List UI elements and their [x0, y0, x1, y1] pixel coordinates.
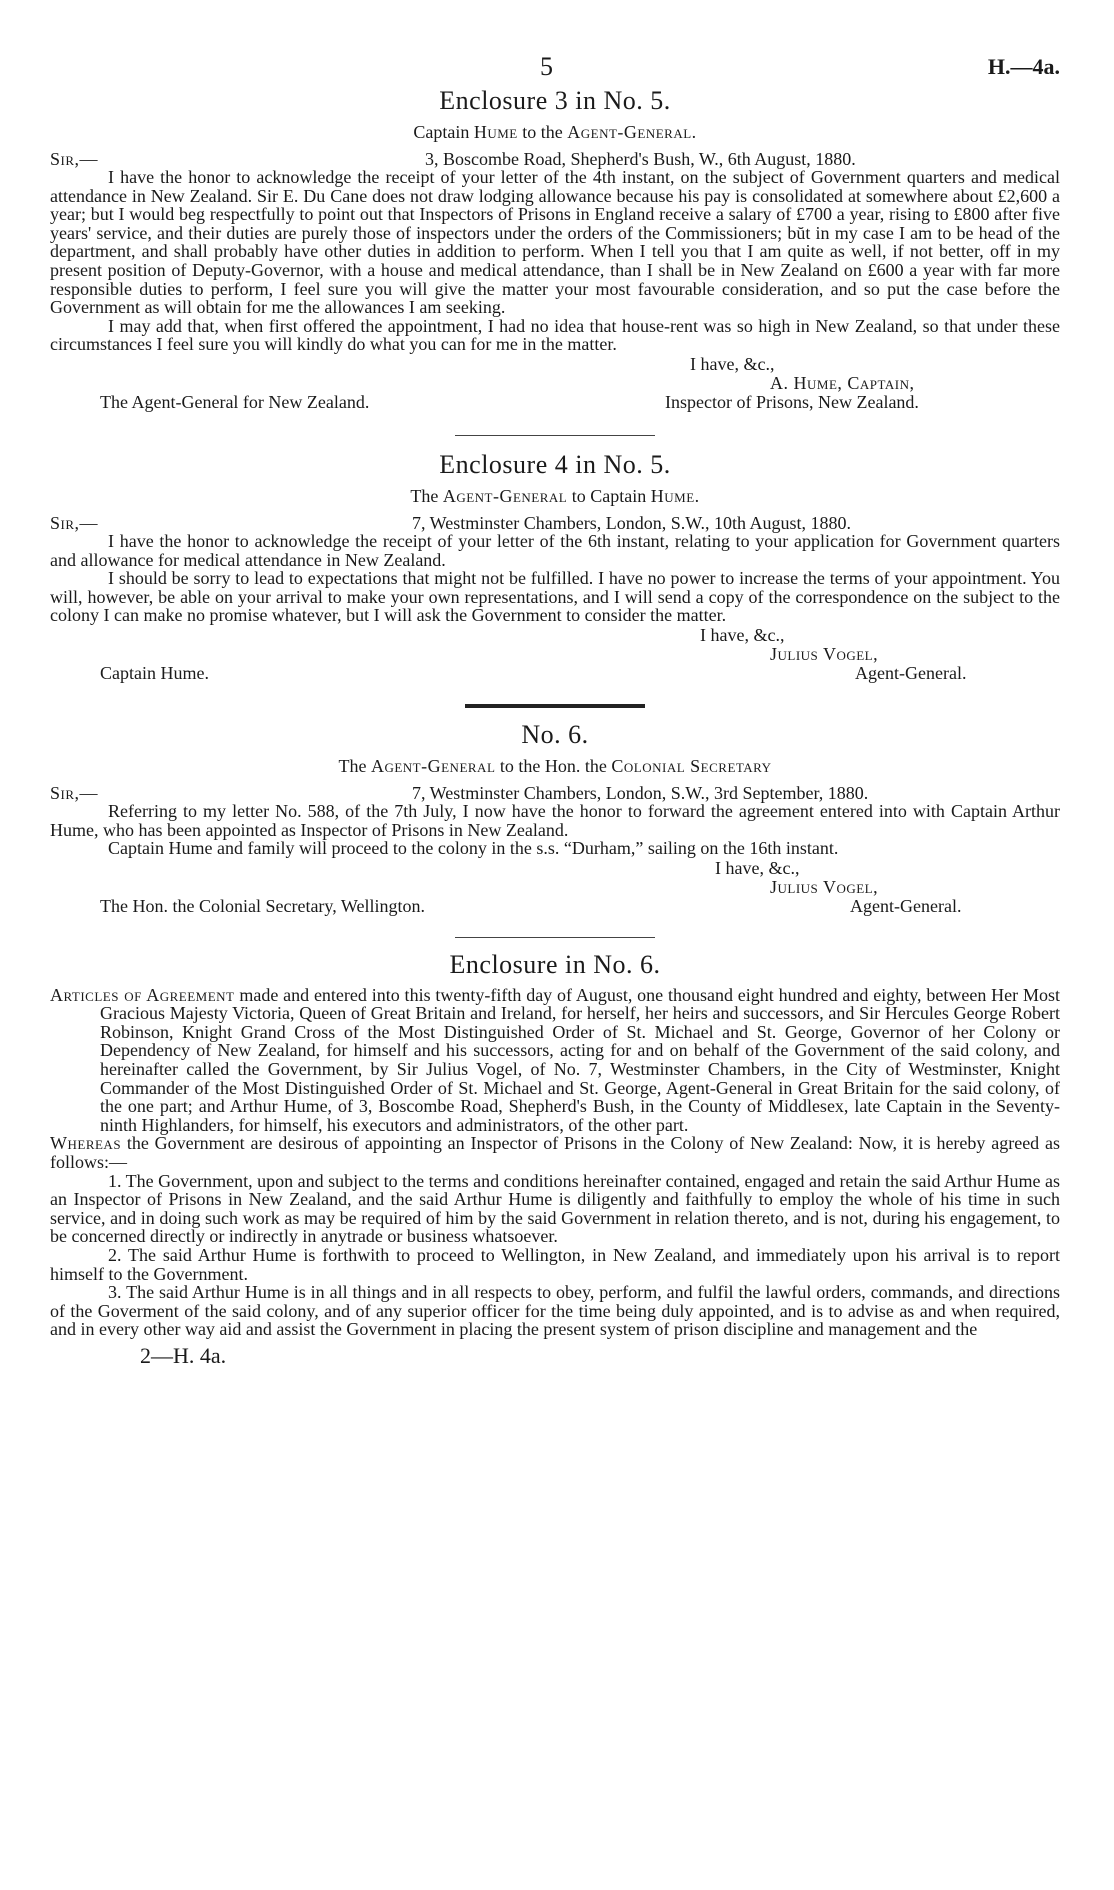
letter-paragraph: Referring to my letter No. 588, of the 7th July, I now have the honor to forward the agreement entered into with Captain Arthur Hume, who has been appointed as Inspector of Prisons in New Zealand. — [50, 800, 1060, 840]
signature-row — [50, 644, 1060, 663]
salutation-row — [50, 149, 1060, 168]
letter-paragraph: Captain Hume and family will proceed to the colony in the s.s. “Durham,” sailing on the 16th instant. — [108, 838, 839, 859]
section-divider — [455, 435, 655, 436]
addressee: The Agent-General for New Zealand. — [100, 391, 370, 412]
addressee: The Hon. the Colonial Secretary, Wellington. — [100, 895, 425, 916]
letter-paragraph: I have the honor to acknowledge the receipt of your letter of the 4th instant, on the subject of Government quarters and medical attendance in New Zealand. Sir E. Du Cane does not draw lodging allowance because his pay is consolidated at somewhere about £2,600 a year; but I would beg respectfully to point out that Inspectors of Prisons in England receive a salary of £700 a year, rising to £800 after five years' service, and their duties are purely those of inspectors under the orders of the Commissioners; bŭt in my case I am to be head of the department, and shall probably have other duties in addition to perform. When I tell you that I am quite as well, if not better, off in my present position of Deputy-Governor, with a house and medical attendance, than I shall be in New Zealand on £600 a year with far more responsible duties to perform, I feel sure you will give the matter your most favourable consideration, and so put the case before the Government as will obtain for me the allowances I am seeking. — [50, 167, 1060, 318]
signature-name: A. Hume, Captain, — [770, 372, 915, 393]
whereas-paragraph — [50, 1134, 1060, 1171]
signature-footer: 2—H. 4a. — [140, 1342, 227, 1368]
document-page — [50, 42, 1060, 1369]
clause-1: 1. The Government, upon and subject to the terms and conditions hereinafter contained, engaged and retain the said Arthur Hume as an Inspector of Prisons in New Zealand, and the said Arthur Hume is diligently and faithfully to employ the whole of his time in such service, and in doing such work as may be required of him by the said Government in relation thereto, and is not, during his engagement, to be concerned directly or indirectly in anytrade or business whatsoever. — [50, 1170, 1060, 1247]
articles-lead: Articles of Agreement — [50, 984, 235, 1005]
subtitle-from: The — [338, 755, 367, 776]
letter-paragraph: I should be sorry to lead to expectations that might not be fulfilled. I have no power to increase the terms of your appointment. You will, however, be able on your arrival to make your own representations, and I will send a copy of the correspondence on the subject to the colony I can make no promise whatever, but I will ask the Government to consider the matter. — [50, 568, 1060, 626]
enclosure-no-6 — [50, 950, 1060, 1339]
subtitle-to-name: Hume. — [650, 485, 700, 506]
sender-address: 7, Westminster Chambers, London, S.W., 3rd September, 1880. — [412, 782, 869, 803]
addressee-row — [50, 663, 1060, 682]
no-6 — [50, 720, 1060, 915]
enclosure-4-title: Enclosure 4 in No. 5. — [439, 449, 671, 479]
enclosure-3-title: Enclosure 3 in No. 5. — [439, 86, 671, 115]
clause-3: 3. The said Arthur Hume is in all things and in all respects to obey, perform, and fulfil the lawful orders, commands, and directions of the Goverment of the said colony, and of any superior officer for the time being duly appointed, and is to advise as and when required, and in every other way aid and assist the Government in placing the present system of prison discipline and management and the — [50, 1282, 1060, 1340]
subtitle-to-name: Agent-General. — [567, 122, 697, 142]
salutation: Sir,— — [50, 782, 99, 803]
letter-paragraph: I may add that, when first offered the appointment, I had no idea that house-rent was so high in New Zealand, so that under these circumstances I feel sure you will kindly do what you can for me in the matter. — [50, 315, 1060, 355]
letter-paragraph: I have the honor to acknowledge the receipt of your letter of the 6th instant, relating to your application for Government quarters and allowance for medical attendance in New Zealand. — [50, 530, 1060, 570]
section-divider — [455, 937, 655, 938]
enclosure-4-subtitle — [50, 486, 1060, 507]
subtitle-to: to Captain — [571, 485, 647, 506]
addressee-row — [50, 392, 1060, 411]
signature-name: Julius Vogel, — [770, 876, 879, 897]
whereas-text: the Government are desirous of appointing an Inspector of Prisons in the Colony of New Zealand: Now, it is hereby agreed as follows:— — [50, 1133, 1060, 1173]
subtitle-to: to the Hon. the — [499, 755, 607, 776]
subtitle-from-name: Hume — [473, 122, 518, 142]
closing: I have, &c., — [715, 857, 800, 878]
enclosure-4 — [50, 450, 1060, 682]
enclosure-3 — [50, 86, 1060, 411]
salutation-row — [50, 783, 1060, 802]
signature-row — [50, 877, 1060, 896]
articles-text: made and entered into this twenty-fifth day of August, one thousand eight hundred and eighty, between Her Most Gracious Majesty Victoria, Queen of Great Britain and Ireland, for herself, her heirs and successors, and Sir Hercules George Robert Robinson, Knight Grand Cross of the Most Distinguished Order of St. Michael and St. George, Governor of her Colony or Dependency of New Zealand, for himself and his successors, acting for and on behalf of the Government of the said colony, and hereinafter called the Government, by Sir Julius Vogel, of No. 7, Westminster Chambers, in the City of Westminster, Knight Commander of the Most Distinguished Order of St. Michael and St. George, Agent-General in Great Britain for the said colony, of the one part; and Arthur Hume, of 3, Boscombe Road, Shepherd's Bush, in the County of Middlesex, late Captain in the Seventy-ninth Highlanders, for himself, his executors and administrators, of the other part. — [100, 984, 1060, 1135]
salutation: Sir,— — [50, 149, 99, 169]
sender-address: 7, Westminster Chambers, London, S.W., 10th August, 1880. — [412, 512, 852, 533]
subtitle-from-name: Agent-General — [370, 755, 496, 776]
enclosure-3-subtitle — [50, 122, 1060, 143]
signature-title: Inspector of Prisons, New Zealand. — [665, 391, 919, 412]
signature-row — [50, 373, 1060, 392]
signature-title: Agent-General. — [850, 895, 962, 916]
closing-row — [50, 858, 1060, 877]
no-6-subtitle — [50, 756, 1060, 777]
addressee: Captain Hume. — [100, 662, 209, 683]
whereas-lead: Whereas — [50, 1133, 122, 1154]
subtitle-from: Captain — [413, 122, 470, 142]
signature-title: Agent-General. — [855, 662, 967, 683]
subtitle-to-name: Colonial Secretary — [611, 755, 772, 776]
series-number: H.—4a. — [987, 54, 1060, 79]
signature-name: Julius Vogel, — [770, 643, 879, 664]
subtitle-from: The — [410, 485, 439, 506]
subtitle-from-name: Agent-General — [442, 485, 568, 506]
addressee-row — [50, 896, 1060, 915]
closing: I have, &c., — [690, 353, 775, 374]
sender-address: 3, Boscombe Road, Shepherd's Bush, W., 6th August, 1880. — [425, 149, 856, 169]
page-number: 5 — [540, 52, 553, 81]
clause-2: 2. The said Arthur Hume is forthwith to proceed to Wellington, in New Zealand, and immediately upon his arrival is to report himself to the Government. — [50, 1245, 1060, 1284]
closing: I have, &c., — [700, 624, 785, 645]
enclosure-no-6-title: Enclosure in No. 6. — [449, 949, 661, 979]
closing-row — [50, 354, 1060, 373]
page-header — [50, 42, 1060, 82]
closing-row — [50, 625, 1060, 644]
section-divider-thick — [465, 704, 645, 708]
articles-paragraph — [50, 986, 1060, 1135]
salutation: Sir,— — [50, 512, 99, 533]
no-6-title: No. 6. — [521, 719, 589, 749]
subtitle-to: to the — [522, 122, 563, 142]
salutation-row — [50, 513, 1060, 532]
